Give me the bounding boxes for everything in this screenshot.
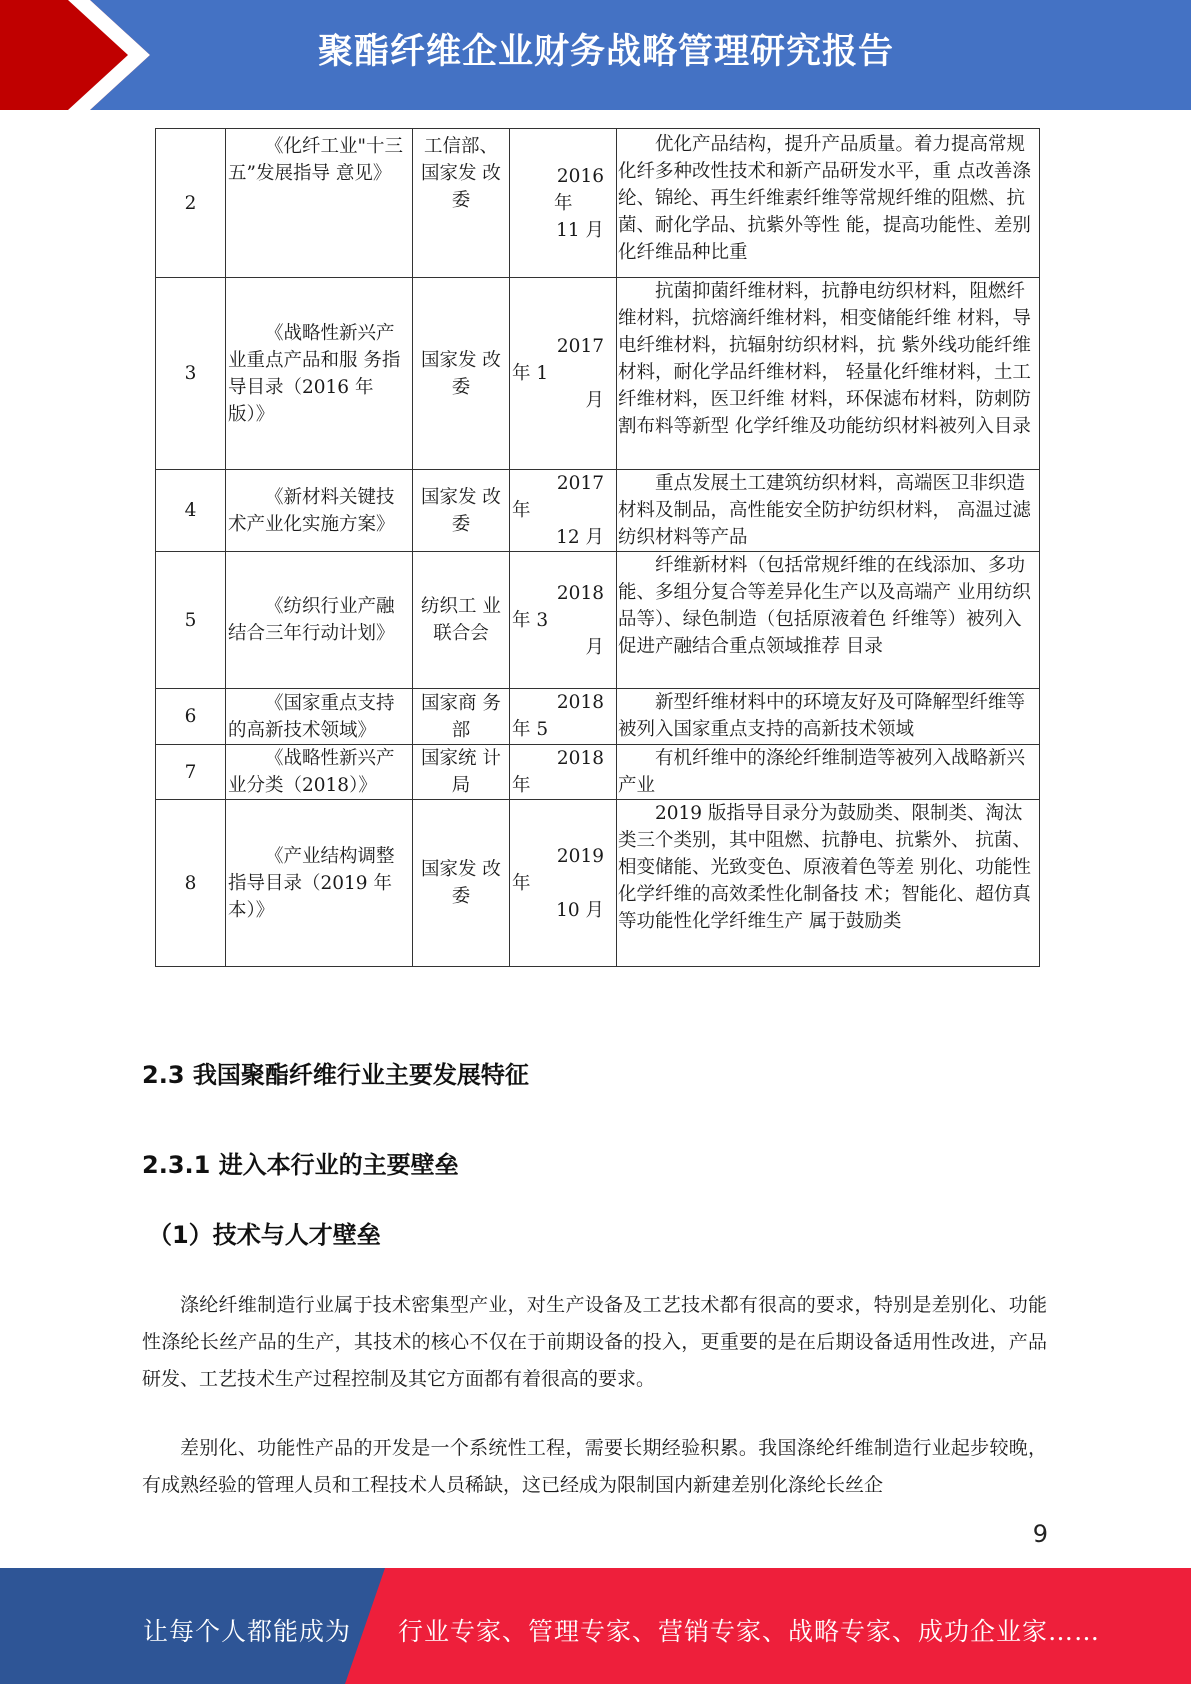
issuing-dept: 国家发 改委 [413,278,510,470]
issue-date: 2016 年 11 月 [510,129,617,278]
policy-content: 抗菌抑菌纤维材料，抗静电纺织材料，阻燃纤维材料，抗熔滴纤维材料，相变储能纤维 材料，导电纤维材料，抗辐射纺织材料，抗 紫外线功能纤维材料，耐化学品纤维材料， 轻量化纤维材料，土工纤维材料，医卫纤维 材料，环保滤布材料，防刺防割布料等新型 化学纤维及功能纺织材料被列入目录 [617,278,1040,470]
table-row [156,470,1040,552]
body-paragraph-2: 差别化、功能性产品的开发是一个系统性工程，需要长期经验积累。我国涤纶纤维制造行业起步较晚，有成熟经验的管理人员和工程技术人员稀缺，这已经成为限制国内新建差别化涤纶长丝企 [142,1437,1047,1496]
footer-banner [0,1568,1191,1684]
policy-content: 重点发展土工建筑纺织材料，高端医卫非织造材料及制品，高性能安全防护纺织材料， 高温过滤纺织材料等产品 [617,470,1040,552]
table-row [156,278,1040,470]
issue-date: 2018 年 5 [510,689,617,745]
policy-content: 有机纤维中的涤纶纤维制造等被列入战略新兴产业 [617,745,1040,800]
row-number: 4 [156,470,226,552]
policy-name: 《战略性新兴产业重点产品和服 务指导目录（2016 年版）》 [226,278,413,470]
policy-name: 《纺织行业产融结合三年行动计划》 [226,552,413,689]
row-number: 2 [156,129,226,278]
issuing-dept: 国家商 务部 [413,689,510,745]
policy-name: 《国家重点支持的高新技术领域》 [226,689,413,745]
policy-name: 《战略性新兴产业分类（2018）》 [226,745,413,800]
policy-content: 2019 版指导目录分为鼓励类、限制类、淘汰类三个类别，其中阻燃、抗静电、抗紫外、 抗菌、相变储能、光致变色、原液着色等差 别化、功能性化学纤维的高效柔性化制备技 术；智能化、超仿真等功能性化学纤维生产 属于鼓励类 [617,800,1040,967]
footer-slogan-left: 让每个人都能成为 [143,1617,352,1646]
issue-date: 2018 年 [510,745,617,800]
row-number: 5 [156,552,226,689]
table-row [156,800,1040,967]
issuing-dept: 工信部、 国家发 改委 [413,129,510,278]
issuing-dept: 纺织工 业联合会 [413,552,510,689]
policy-content: 优化产品结构，提升产品质量。着力提高常规化纤多种改性技术和新产品研发水平，重 点改善涤纶、锦纶、再生纤维素纤维等常规纤维的阻燃、抗菌、耐化学品、抗紫外等性 能，提高功能性、差别化纤维品种比重 [617,129,1040,278]
row-number: 8 [156,800,226,967]
row-number: 3 [156,278,226,470]
header-banner [0,0,1191,110]
table-row [156,745,1040,800]
policy-name: 《产业结构调整指导目录（2019 年本）》 [226,800,413,967]
issue-date: 2017 年 12 月 [510,470,617,552]
table-row [156,689,1040,745]
table-row [156,552,1040,689]
issuing-dept: 国家统 计局 [413,745,510,800]
issue-date: 2017 年 1 月 [510,278,617,470]
section-heading-2-3-1: 2.3.1 进入本行业的主要壁垒 [142,1151,459,1179]
table-row [156,129,1040,278]
body-paragraph-1: 涤纶纤维制造行业属于技术密集型产业，对生产设备及工艺技术都有很高的要求，特别是差别化、功能性涤纶长丝产品的生产，其技术的核心不仅在于前期设备的投入，更重要的是在后期设备适用性改进，产品研发、工艺技术生产过程控制及其它方面都有着很高的要求。 [142,1294,1047,1390]
policy-name: 《新材料关键技术产业化实施方案》 [226,470,413,552]
policy-content: 纤维新材料（包括常规纤维的在线添加、多功能、多组分复合等差异化生产以及高端产 业用纺织品等）、绿色制造（包括原液着色 纤维等）被列入促进产融结合重点领域推荐 目录 [617,552,1040,689]
page-number: 9 [1032,1520,1048,1548]
issuing-dept: 国家发 改委 [413,800,510,967]
footer-slogan-right: 行业专家、管理专家、营销专家、战略专家、成功企业家…… [398,1617,1101,1646]
issuing-dept: 国家发 改委 [413,470,510,552]
issue-date: 2018 年 3 月 [510,552,617,689]
row-number: 6 [156,689,226,745]
policy-table [155,128,1040,967]
row-number: 7 [156,745,226,800]
issue-date: 2019 年 10 月 [510,800,617,967]
policy-name: 《化纤工业"十三五”发展指导 意见》 [226,129,413,278]
subsection-heading-1: （1）技术与人才壁垒 [148,1221,381,1249]
section-heading-2-3: 2.3 我国聚酯纤维行业主要发展特征 [142,1061,529,1089]
policy-content: 新型纤维材料中的环境友好及可降解型纤维等被列入国家重点支持的高新技术领域 [617,689,1040,745]
report-title: 聚酯纤维企业财务战略管理研究报告 [318,32,895,72]
